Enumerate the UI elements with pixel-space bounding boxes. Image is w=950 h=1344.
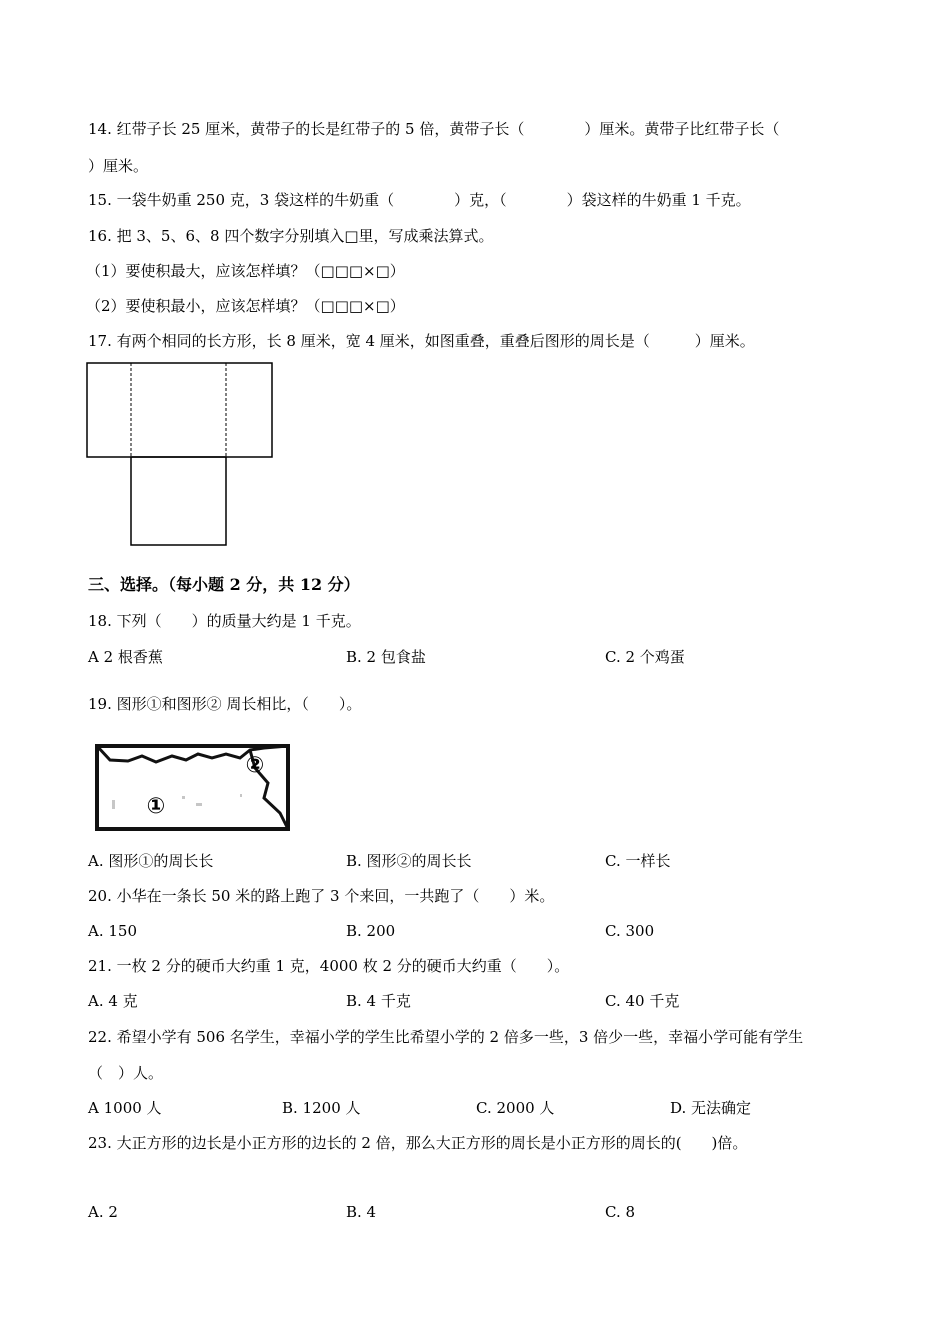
q22-option-a: A 1000 人 [88,1099,162,1117]
q22-option-c: C. 2000 人 [476,1099,555,1117]
q21-stem: 21. 一枚 2 分的硬币大约重 1 克，4000 枚 2 分的硬币大约重（ ）。 [88,957,570,975]
q14-line1: 14. 红带子长 25 厘米，黄带子的长是红带子的 5 倍，黄带子长（ ）厘米。黄带子比红带子长（ [88,120,780,138]
q23-option-b: B. 4 [346,1203,377,1221]
q23-option-c: C. 8 [605,1203,636,1221]
q19-option-a: A. 图形①的周长长 [88,852,214,870]
q19-option-c: C. 一样长 [605,852,671,870]
q22-option-b: B. 1200 人 [282,1099,361,1117]
q21-option-c: C. 40 千克 [605,992,680,1010]
q20-option-b: B. 200 [346,922,396,940]
q18-option-c: C. 2 个鸡蛋 [605,648,685,666]
q22-line1: 22. 希望小学有 506 名学生，幸福小学的学生比希望小学的 2 倍多一些，3 倍少一些，幸福小学可能有学生 [88,1028,804,1046]
q22-line2: （ ）人。 [88,1064,164,1082]
shape-1-label: ① [146,794,166,819]
q22-option-d: D. 无法确定 [670,1099,752,1117]
section3-title: 三、选择。（每小题 2 分，共 12 分） [88,575,360,594]
q20-option-c: C. 300 [605,922,655,940]
q16-part1: （1）要使积最大，应该怎样填？（□□□×□） [86,262,405,280]
q20-option-a: A. 150 [88,922,137,940]
q18-stem: 18. 下列（ ）的质量大约是 1 千克。 [88,612,361,630]
q18-option-b: B. 2 包食盐 [346,648,426,666]
q16-part2: （2）要使积最小，应该怎样填？（□□□×□） [86,297,405,315]
q20-stem: 20. 小华在一条长 50 米的路上跑了 3 个来回，一共跑了（ ）米。 [88,887,555,905]
q17-text: 17. 有两个相同的长方形，长 8 厘米，宽 4 厘米，如图重叠，重叠后图形的周长是（ ）厘米。 [88,332,755,350]
q19-option-b: B. 图形②的周长长 [346,852,472,870]
shapes-figure [90,738,296,836]
q19-stem: 19. 图形①和图形② 周长相比，（ ）。 [88,695,362,713]
q16-stem: 16. 把 3、5、6、8 四个数字分别填入□里，写成乘法算式。 [88,227,494,245]
overlapping-rectangles-figure [84,360,276,550]
q23-stem: 23. 大正方形的边长是小正方形的边长的 2 倍，那么大正方形的周长是小正方形的周长的( )倍。 [88,1134,748,1152]
q21-option-b: B. 4 千克 [346,992,411,1010]
q18-option-a: A 2 根香蕉 [88,648,163,666]
q15-text: 15. 一袋牛奶重 250 克，3 袋这样的牛奶重（ ）克，（ ）袋这样的牛奶重 1 千克。 [88,191,751,209]
q21-option-a: A. 4 克 [88,992,138,1010]
shape-2-label: ② [245,753,265,778]
q23-option-a: A. 2 [88,1203,118,1221]
q14-line2: ）厘米。 [88,157,149,175]
